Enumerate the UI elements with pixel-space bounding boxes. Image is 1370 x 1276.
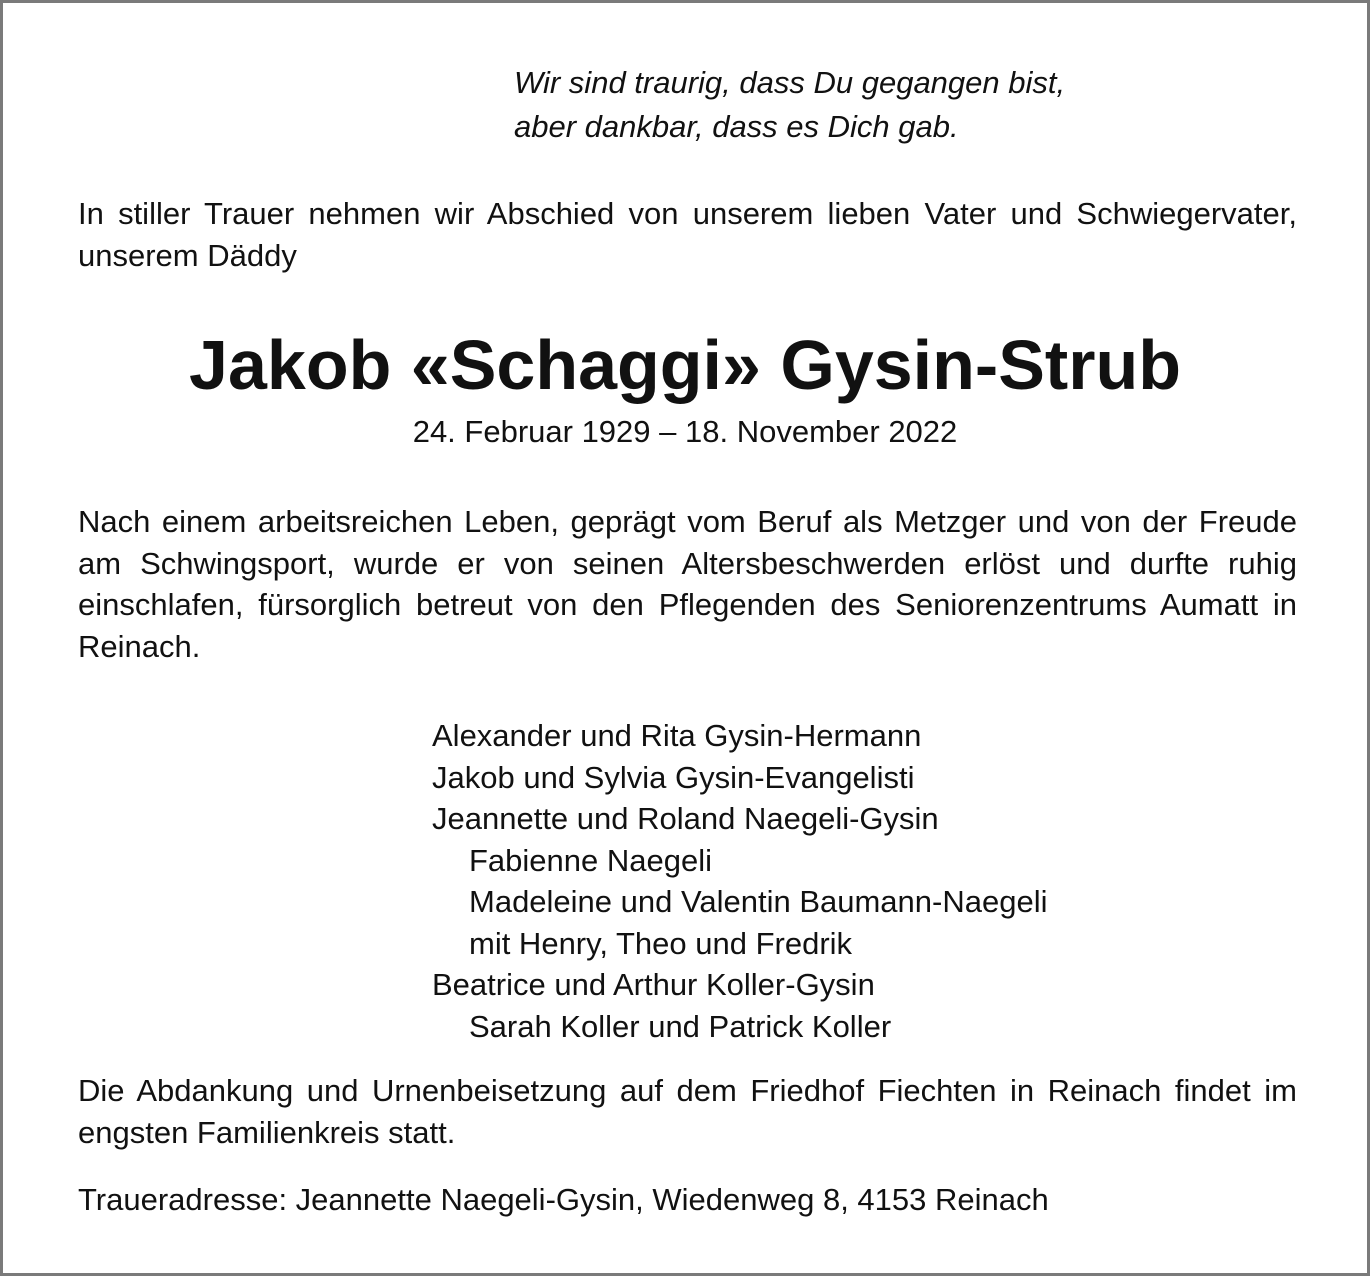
family-list <box>432 715 1047 1047</box>
family-member-child: mit Henry, Theo und Fredrik <box>469 925 853 961</box>
intro-text: In stiller Trauer nehmen wir Abschied von unserem lieben Vater und Schwiegervater, unserem Däddy <box>78 196 1297 273</box>
family-member: Jakob und Sylvia Gysin-Evangelisti <box>432 759 915 795</box>
quote-line: aber dankbar, dass es Dich gab. <box>514 109 959 144</box>
quote-line: Wir sind traurig, dass Du gegangen bist, <box>514 65 1066 100</box>
family-member: Beatrice und Arthur Koller-Gysin <box>432 967 875 1002</box>
family-member-child: Madeleine und Valentin Baumann-Naegeli <box>469 884 1048 919</box>
mourning-address: Traueradresse: Jeannette Naegeli-Gysin, Wiedenweg 8, 4153 Reinach <box>78 1182 1049 1217</box>
ceremony-text: Die Abdankung und Urnenbeisetzung auf dem Friedhof Fiechten in Reinach findet im engsten Familienkreis statt. <box>78 1073 1297 1150</box>
family-member: Alexander und Rita Gysin-Hermann <box>432 718 922 753</box>
life-dates: 24. Februar 1929 – 18. November 2022 <box>412 414 958 449</box>
deceased-name: Jakob «Schaggi» Gysin-Strub <box>189 326 1181 404</box>
family-member-child: Sarah Koller und Patrick Koller <box>469 1008 892 1044</box>
tribute-text: Nach einem arbeitsreichen Leben, geprägt vom Beruf als Metzger und von der Freude am Schwingsport, wurde er von seinen Altersbeschwerden erlöst und durfte ruhig einschlafen, fürsorglich betreut von den Pflegenden des Seniorenzentrums Aumatt in Reinach. <box>78 504 1297 664</box>
memorial-quote <box>514 61 1065 149</box>
family-member: Jeannette und Roland Naegeli-Gysin <box>432 801 939 836</box>
family-member-child: Fabienne Naegeli <box>469 842 713 878</box>
